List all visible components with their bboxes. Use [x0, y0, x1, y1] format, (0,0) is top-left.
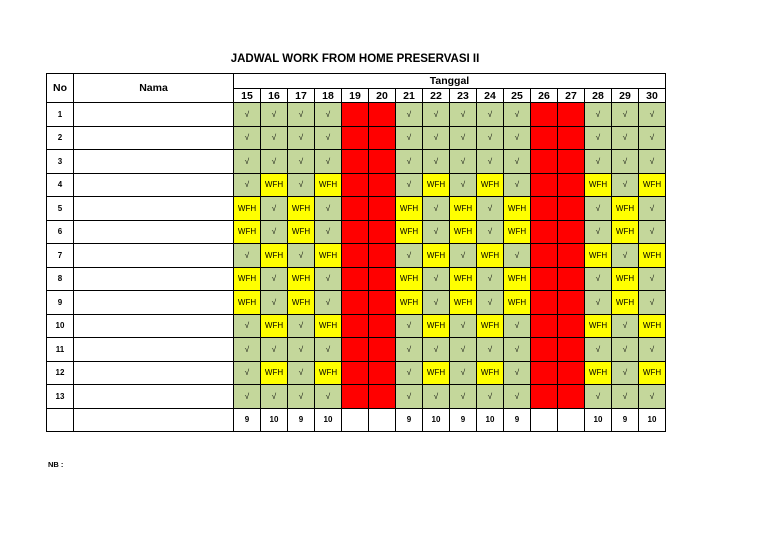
- present-cell: √: [612, 338, 639, 362]
- holiday-cell: [558, 150, 585, 174]
- present-cell: √: [288, 173, 315, 197]
- holiday-cell: [342, 314, 369, 338]
- present-cell: √: [396, 126, 423, 150]
- present-cell: √: [504, 244, 531, 268]
- wfh-cell: WFH: [423, 173, 450, 197]
- present-cell: √: [612, 126, 639, 150]
- present-cell: √: [396, 173, 423, 197]
- table-row: [47, 173, 666, 197]
- wfh-cell: WFH: [261, 314, 288, 338]
- wfh-cell: WFH: [315, 173, 342, 197]
- present-cell: √: [234, 361, 261, 385]
- table-row: [47, 385, 666, 409]
- wfh-cell: WFH: [612, 267, 639, 291]
- total-cell: 9: [288, 408, 315, 432]
- present-cell: √: [450, 150, 477, 174]
- wfh-cell: WFH: [450, 220, 477, 244]
- wfh-cell: WFH: [315, 314, 342, 338]
- name-cell: [74, 126, 234, 150]
- present-cell: √: [396, 385, 423, 409]
- present-cell: √: [288, 314, 315, 338]
- day-header: 18: [315, 89, 342, 103]
- present-cell: √: [504, 126, 531, 150]
- present-cell: √: [315, 197, 342, 221]
- day-header: 16: [261, 89, 288, 103]
- holiday-cell: [558, 103, 585, 127]
- holiday-cell: [531, 361, 558, 385]
- holiday-cell: [558, 361, 585, 385]
- present-cell: √: [315, 126, 342, 150]
- holiday-cell: [342, 385, 369, 409]
- table-row: [47, 361, 666, 385]
- wfh-cell: WFH: [261, 361, 288, 385]
- wfh-cell: WFH: [504, 197, 531, 221]
- present-cell: √: [423, 150, 450, 174]
- present-cell: √: [396, 361, 423, 385]
- present-cell: √: [450, 103, 477, 127]
- present-cell: √: [612, 385, 639, 409]
- present-cell: √: [234, 126, 261, 150]
- holiday-cell: [342, 173, 369, 197]
- present-cell: √: [234, 314, 261, 338]
- present-cell: √: [288, 244, 315, 268]
- wfh-cell: WFH: [639, 244, 666, 268]
- holiday-cell: [342, 103, 369, 127]
- present-cell: √: [477, 291, 504, 315]
- wfh-cell: WFH: [477, 361, 504, 385]
- wfh-cell: WFH: [585, 361, 612, 385]
- holiday-cell: [369, 291, 396, 315]
- present-cell: √: [639, 385, 666, 409]
- present-cell: √: [585, 126, 612, 150]
- wfh-cell: WFH: [639, 361, 666, 385]
- present-cell: √: [450, 314, 477, 338]
- empty-cell: [47, 408, 74, 432]
- present-cell: √: [234, 338, 261, 362]
- present-cell: √: [504, 385, 531, 409]
- present-cell: √: [396, 338, 423, 362]
- holiday-cell: [558, 197, 585, 221]
- holiday-cell: [342, 220, 369, 244]
- present-cell: √: [423, 220, 450, 244]
- day-header: 22: [423, 89, 450, 103]
- wfh-cell: WFH: [315, 244, 342, 268]
- wfh-cell: WFH: [396, 220, 423, 244]
- wfh-cell: WFH: [612, 291, 639, 315]
- wfh-cell: WFH: [639, 314, 666, 338]
- present-cell: √: [450, 173, 477, 197]
- holiday-cell: [342, 291, 369, 315]
- present-cell: √: [315, 103, 342, 127]
- wfh-cell: WFH: [234, 197, 261, 221]
- present-cell: √: [234, 150, 261, 174]
- wfh-schedule-table: [46, 73, 666, 432]
- wfh-cell: WFH: [288, 291, 315, 315]
- present-cell: √: [477, 103, 504, 127]
- present-cell: √: [504, 361, 531, 385]
- holiday-cell: [558, 173, 585, 197]
- day-header: 17: [288, 89, 315, 103]
- holiday-cell: [369, 197, 396, 221]
- table-row: [47, 291, 666, 315]
- present-cell: √: [396, 314, 423, 338]
- holiday-cell: [558, 291, 585, 315]
- name-cell: [74, 291, 234, 315]
- empty-cell: [74, 408, 234, 432]
- day-header: 24: [477, 89, 504, 103]
- holiday-cell: [342, 197, 369, 221]
- row-number: 13: [47, 385, 74, 409]
- day-header: 23: [450, 89, 477, 103]
- holiday-cell: [531, 197, 558, 221]
- present-cell: √: [423, 267, 450, 291]
- row-number: 11: [47, 338, 74, 362]
- present-cell: √: [315, 267, 342, 291]
- holiday-cell: [531, 126, 558, 150]
- present-cell: √: [288, 361, 315, 385]
- holiday-cell: [558, 126, 585, 150]
- name-cell: [74, 267, 234, 291]
- present-cell: √: [639, 220, 666, 244]
- holiday-cell: [369, 338, 396, 362]
- schedule-body: [47, 103, 666, 432]
- wfh-cell: WFH: [477, 314, 504, 338]
- total-cell: 10: [261, 408, 288, 432]
- present-cell: √: [396, 244, 423, 268]
- holiday-cell: [369, 314, 396, 338]
- present-cell: √: [477, 126, 504, 150]
- holiday-cell: [558, 314, 585, 338]
- present-cell: √: [423, 103, 450, 127]
- holiday-cell: [531, 103, 558, 127]
- name-cell: [74, 338, 234, 362]
- holiday-cell: [342, 126, 369, 150]
- holiday-cell: [558, 338, 585, 362]
- name-cell: [74, 385, 234, 409]
- total-cell: 9: [612, 408, 639, 432]
- present-cell: √: [612, 244, 639, 268]
- wfh-cell: WFH: [234, 291, 261, 315]
- wfh-cell: WFH: [234, 267, 261, 291]
- name-cell: [74, 314, 234, 338]
- present-cell: √: [477, 338, 504, 362]
- total-cell: [369, 408, 396, 432]
- holiday-cell: [531, 385, 558, 409]
- wfh-cell: WFH: [261, 244, 288, 268]
- present-cell: √: [261, 103, 288, 127]
- present-cell: √: [396, 150, 423, 174]
- holiday-cell: [369, 385, 396, 409]
- wfh-cell: WFH: [450, 197, 477, 221]
- present-cell: √: [612, 150, 639, 174]
- present-cell: √: [288, 338, 315, 362]
- row-number: 9: [47, 291, 74, 315]
- total-cell: 9: [450, 408, 477, 432]
- holiday-cell: [531, 314, 558, 338]
- table-row: [47, 150, 666, 174]
- present-cell: √: [585, 385, 612, 409]
- wfh-cell: WFH: [504, 220, 531, 244]
- row-number: 2: [47, 126, 74, 150]
- present-cell: √: [234, 244, 261, 268]
- present-cell: √: [585, 291, 612, 315]
- present-cell: √: [234, 385, 261, 409]
- total-cell: 10: [639, 408, 666, 432]
- row-number: 7: [47, 244, 74, 268]
- present-cell: √: [261, 197, 288, 221]
- present-cell: √: [450, 385, 477, 409]
- wfh-cell: WFH: [423, 361, 450, 385]
- total-cell: 9: [396, 408, 423, 432]
- holiday-cell: [531, 244, 558, 268]
- total-cell: [342, 408, 369, 432]
- total-cell: 10: [315, 408, 342, 432]
- wfh-cell: WFH: [585, 314, 612, 338]
- holiday-cell: [369, 361, 396, 385]
- holiday-cell: [369, 267, 396, 291]
- present-cell: √: [423, 385, 450, 409]
- wfh-cell: WFH: [423, 314, 450, 338]
- row-number: 3: [47, 150, 74, 174]
- holiday-cell: [342, 361, 369, 385]
- present-cell: √: [585, 338, 612, 362]
- total-cell: 10: [477, 408, 504, 432]
- row-number: 5: [47, 197, 74, 221]
- present-cell: √: [639, 126, 666, 150]
- present-cell: √: [450, 361, 477, 385]
- holiday-cell: [531, 291, 558, 315]
- holiday-cell: [558, 267, 585, 291]
- holiday-cell: [531, 150, 558, 174]
- present-cell: √: [315, 291, 342, 315]
- present-cell: √: [504, 314, 531, 338]
- wfh-cell: WFH: [261, 173, 288, 197]
- present-cell: √: [261, 150, 288, 174]
- wfh-cell: WFH: [612, 220, 639, 244]
- holiday-cell: [342, 267, 369, 291]
- wfh-cell: WFH: [423, 244, 450, 268]
- table-row: [47, 126, 666, 150]
- wfh-cell: WFH: [234, 220, 261, 244]
- present-cell: √: [288, 385, 315, 409]
- row-number: 10: [47, 314, 74, 338]
- present-cell: √: [639, 197, 666, 221]
- total-cell: 9: [234, 408, 261, 432]
- holiday-cell: [369, 126, 396, 150]
- totals-row: [47, 408, 666, 432]
- present-cell: √: [261, 220, 288, 244]
- present-cell: √: [423, 338, 450, 362]
- total-cell: [531, 408, 558, 432]
- present-cell: √: [450, 244, 477, 268]
- present-cell: √: [585, 220, 612, 244]
- day-header: 28: [585, 89, 612, 103]
- page-title: JADWAL WORK FROM HOME PRESERVASI II: [230, 53, 480, 65]
- row-number: 1: [47, 103, 74, 127]
- holiday-cell: [531, 338, 558, 362]
- present-cell: √: [315, 385, 342, 409]
- present-cell: √: [612, 361, 639, 385]
- holiday-cell: [531, 220, 558, 244]
- present-cell: √: [423, 126, 450, 150]
- wfh-cell: WFH: [477, 244, 504, 268]
- present-cell: √: [639, 338, 666, 362]
- present-cell: √: [315, 220, 342, 244]
- holiday-cell: [369, 150, 396, 174]
- table-row: [47, 244, 666, 268]
- wfh-cell: WFH: [396, 291, 423, 315]
- holiday-cell: [369, 103, 396, 127]
- name-cell: [74, 197, 234, 221]
- wfh-cell: WFH: [477, 173, 504, 197]
- day-header: 27: [558, 89, 585, 103]
- present-cell: √: [315, 150, 342, 174]
- day-header: 25: [504, 89, 531, 103]
- holiday-cell: [558, 244, 585, 268]
- no-header: No: [47, 74, 74, 103]
- present-cell: √: [639, 103, 666, 127]
- present-cell: √: [504, 103, 531, 127]
- row-number: 4: [47, 173, 74, 197]
- table-row: [47, 338, 666, 362]
- present-cell: √: [585, 197, 612, 221]
- tanggal-header: Tanggal: [234, 74, 666, 89]
- wfh-cell: WFH: [288, 267, 315, 291]
- present-cell: √: [477, 385, 504, 409]
- total-cell: 10: [585, 408, 612, 432]
- row-number: 6: [47, 220, 74, 244]
- day-header: 21: [396, 89, 423, 103]
- table-row: [47, 103, 666, 127]
- present-cell: √: [261, 338, 288, 362]
- present-cell: √: [450, 126, 477, 150]
- wfh-cell: WFH: [450, 267, 477, 291]
- present-cell: √: [315, 338, 342, 362]
- row-number: 8: [47, 267, 74, 291]
- present-cell: √: [504, 173, 531, 197]
- name-cell: [74, 220, 234, 244]
- wfh-cell: WFH: [585, 244, 612, 268]
- day-header: 29: [612, 89, 639, 103]
- name-cell: [74, 361, 234, 385]
- wfh-cell: WFH: [288, 197, 315, 221]
- present-cell: √: [288, 150, 315, 174]
- name-cell: [74, 173, 234, 197]
- day-header: 15: [234, 89, 261, 103]
- table-row: [47, 314, 666, 338]
- wfh-cell: WFH: [396, 267, 423, 291]
- wfh-cell: WFH: [504, 267, 531, 291]
- present-cell: √: [288, 126, 315, 150]
- day-header: 19: [342, 89, 369, 103]
- present-cell: √: [477, 197, 504, 221]
- wfh-cell: WFH: [639, 173, 666, 197]
- present-cell: √: [612, 173, 639, 197]
- day-header: 30: [639, 89, 666, 103]
- holiday-cell: [342, 244, 369, 268]
- present-cell: √: [234, 173, 261, 197]
- present-cell: √: [396, 103, 423, 127]
- day-header: 26: [531, 89, 558, 103]
- present-cell: √: [585, 150, 612, 174]
- holiday-cell: [558, 385, 585, 409]
- present-cell: √: [585, 267, 612, 291]
- wfh-cell: WFH: [585, 173, 612, 197]
- holiday-cell: [531, 173, 558, 197]
- holiday-cell: [531, 267, 558, 291]
- wfh-cell: WFH: [288, 220, 315, 244]
- total-cell: 10: [423, 408, 450, 432]
- present-cell: √: [423, 197, 450, 221]
- row-number: 12: [47, 361, 74, 385]
- present-cell: √: [612, 314, 639, 338]
- present-cell: √: [288, 103, 315, 127]
- wfh-cell: WFH: [612, 197, 639, 221]
- holiday-cell: [369, 220, 396, 244]
- present-cell: √: [504, 338, 531, 362]
- present-cell: √: [261, 291, 288, 315]
- day-header: 20: [369, 89, 396, 103]
- table-row: [47, 220, 666, 244]
- present-cell: √: [639, 267, 666, 291]
- table-row: [47, 197, 666, 221]
- present-cell: √: [261, 267, 288, 291]
- present-cell: √: [612, 103, 639, 127]
- present-cell: √: [477, 150, 504, 174]
- name-cell: [74, 103, 234, 127]
- nama-header: Nama: [74, 74, 234, 103]
- present-cell: √: [504, 150, 531, 174]
- holiday-cell: [342, 338, 369, 362]
- present-cell: √: [261, 385, 288, 409]
- present-cell: √: [585, 103, 612, 127]
- present-cell: √: [477, 267, 504, 291]
- footer-note: NB :: [48, 460, 64, 469]
- wfh-cell: WFH: [315, 361, 342, 385]
- present-cell: √: [639, 291, 666, 315]
- wfh-cell: WFH: [396, 197, 423, 221]
- total-cell: [558, 408, 585, 432]
- holiday-cell: [558, 220, 585, 244]
- name-cell: [74, 244, 234, 268]
- total-cell: 9: [504, 408, 531, 432]
- holiday-cell: [342, 150, 369, 174]
- present-cell: √: [450, 338, 477, 362]
- wfh-cell: WFH: [504, 291, 531, 315]
- holiday-cell: [369, 173, 396, 197]
- present-cell: √: [477, 220, 504, 244]
- wfh-cell: WFH: [450, 291, 477, 315]
- present-cell: √: [261, 126, 288, 150]
- holiday-cell: [369, 244, 396, 268]
- table-row: [47, 267, 666, 291]
- present-cell: √: [234, 103, 261, 127]
- name-cell: [74, 150, 234, 174]
- present-cell: √: [423, 291, 450, 315]
- present-cell: √: [639, 150, 666, 174]
